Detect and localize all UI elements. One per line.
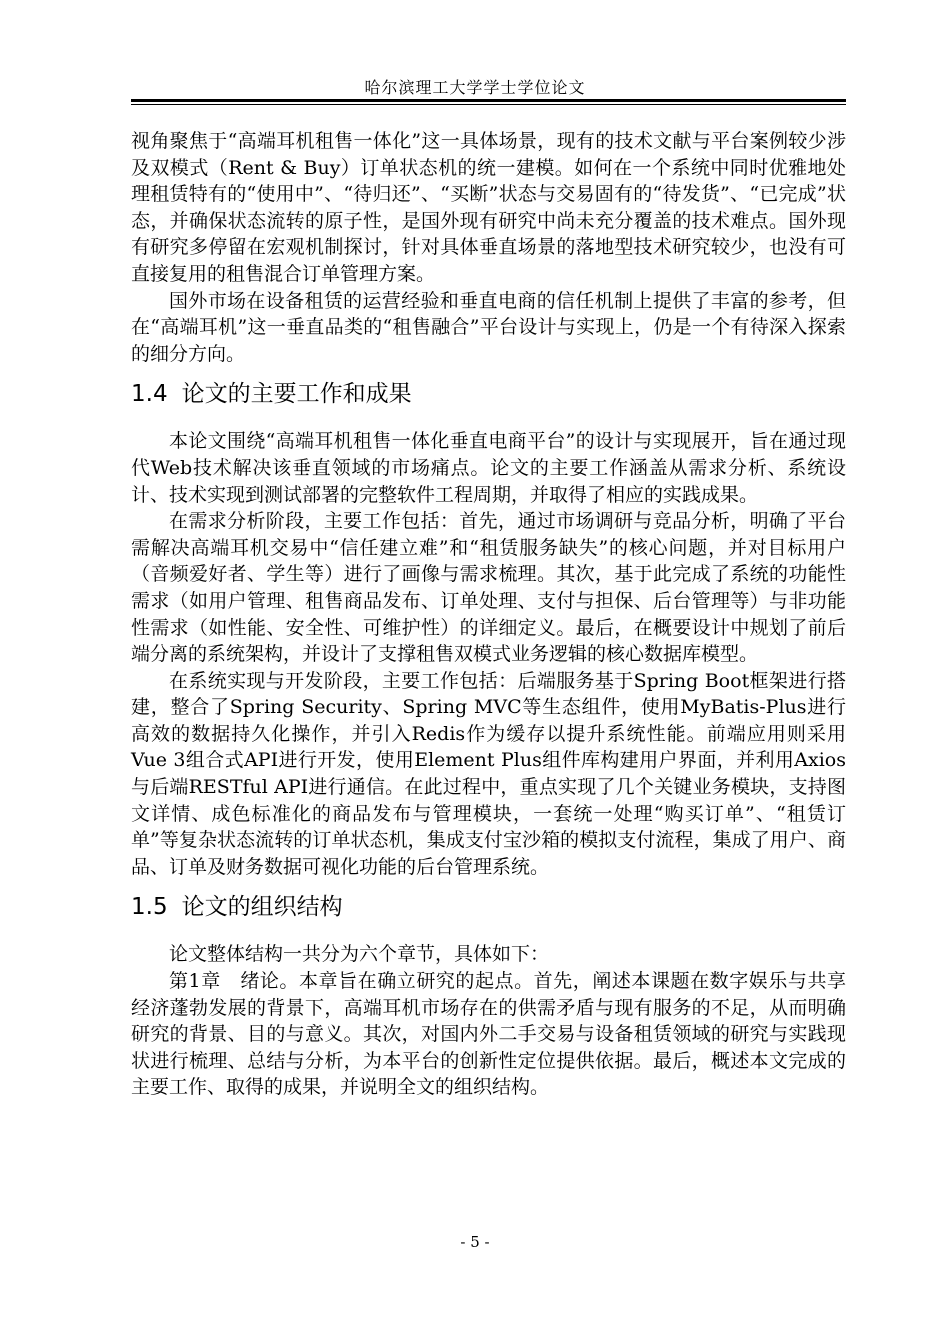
- section-heading-1-5: [131, 892, 846, 922]
- body-paragraph: 在系统实现与开发阶段，主要工作包括：后端服务基于Spring Boot框架进行搭建，整合了Spring Security、Spring MVC等生态组件，使用MyBatis-Plus进行高效的数据持久化操作，并引入Redis作为缓存以提升系统性能。前端应用则采用Vue 3组合式API进行开发，使用Element Plus组件库构建用户界面，并利用Axios与后端RESTful API进行通信。在此过程中，重点实现了几个关键业务模块，支持图文详情、成色标准化的商品发布与管理模块，一套统一处理“购买订单”、“租赁订单”等复杂状态流转的订单状态机，集成支付宝沙箱的模拟支付流程，集成了用户、商品、订单及财务数据可视化功能的后台管理系统。: [131, 669, 846, 878]
- page-number: - 5 -: [460, 1233, 490, 1251]
- body-paragraph: 本论文围绕“高端耳机租售一体化垂直电商平台”的设计与实现展开，旨在通过现代Web技术解决该垂直领域的市场痛点。论文的主要工作涵盖从需求分析、系统设计、技术实现到测试部署的完整软件工程周期，并取得了相应的实践成果。: [131, 430, 846, 506]
- page-body: [131, 128, 846, 1101]
- header-rule-thick: [131, 99, 846, 102]
- section-number: 1.5: [131, 894, 168, 921]
- section-heading-1-4: [131, 379, 846, 409]
- section-title: 论文的组织结构: [181, 894, 343, 921]
- body-paragraph: 第1章 绪论。本章旨在确立研究的起点。首先，阐述本课题在数字娱乐与共享经济蓬勃发展的背景下，高端耳机市场存在的供需矛盾与现有服务的不足，从而明确研究的背景、目的与意义。其次，对国内外二手交易与设备租赁领域的研究与实践现状进行梳理、总结与分析，为本平台的创新性定位提供依据。最后，概述本文完成的主要工作、取得的成果，并说明全文的组织结构。: [131, 970, 846, 1099]
- section-title: 论文的主要工作和成果: [181, 381, 412, 408]
- body-paragraph: 国外市场在设备租赁的运营经验和垂直电商的信任机制上提供了丰富的参考，但在“高端耳机”这一垂直品类的“租售融合”平台设计与实现上，仍是一个有待深入探索的细分方向。: [131, 289, 846, 365]
- section-number: 1.4: [131, 381, 168, 408]
- body-paragraph: 视角聚焦于“高端耳机租售一体化”这一具体场景，现有的技术文献与平台案例较少涉及双模式（Rent & Buy）订单状态机的统一建模。如何在一个系统中同时优雅地处理租赁特有的“使用中”、“待归还”、“买断”状态与交易固有的“待发货”、“已完成”状态，并确保状态流转的原子性，是国外现有研究中尚未充分覆盖的技术难点。国外现有研究多停留在宏观机制探讨，针对具体垂直场景的落地型技术研究较少，也没有可直接复用的租售混合订单管理方案。: [131, 130, 846, 285]
- running-header-title: 哈尔滨理工大学学士学位论文: [364, 78, 586, 97]
- body-paragraph: 在需求分析阶段，主要工作包括：首先，通过市场调研与竞品分析，明确了平台需解决高端耳机交易中“信任建立难”和“租赁服务缺失”的核心问题，并对目标用户（音频爱好者、学生等）进行了画像与需求梳理。其次，基于此完成了系统的功能性需求（如用户管理、租售商品发布、订单处理、支付与担保、后台管理等）与非功能性需求（如性能、安全性、可维护性）的详细定义。最后，在概要设计中规划了前后端分离的系统架构，并设计了支撑租售双模式业务逻辑的核心数据库模型。: [131, 510, 846, 666]
- body-paragraph: 论文整体结构一共分为六个章节，具体如下：: [169, 943, 550, 966]
- header-rule-thin: [131, 104, 846, 105]
